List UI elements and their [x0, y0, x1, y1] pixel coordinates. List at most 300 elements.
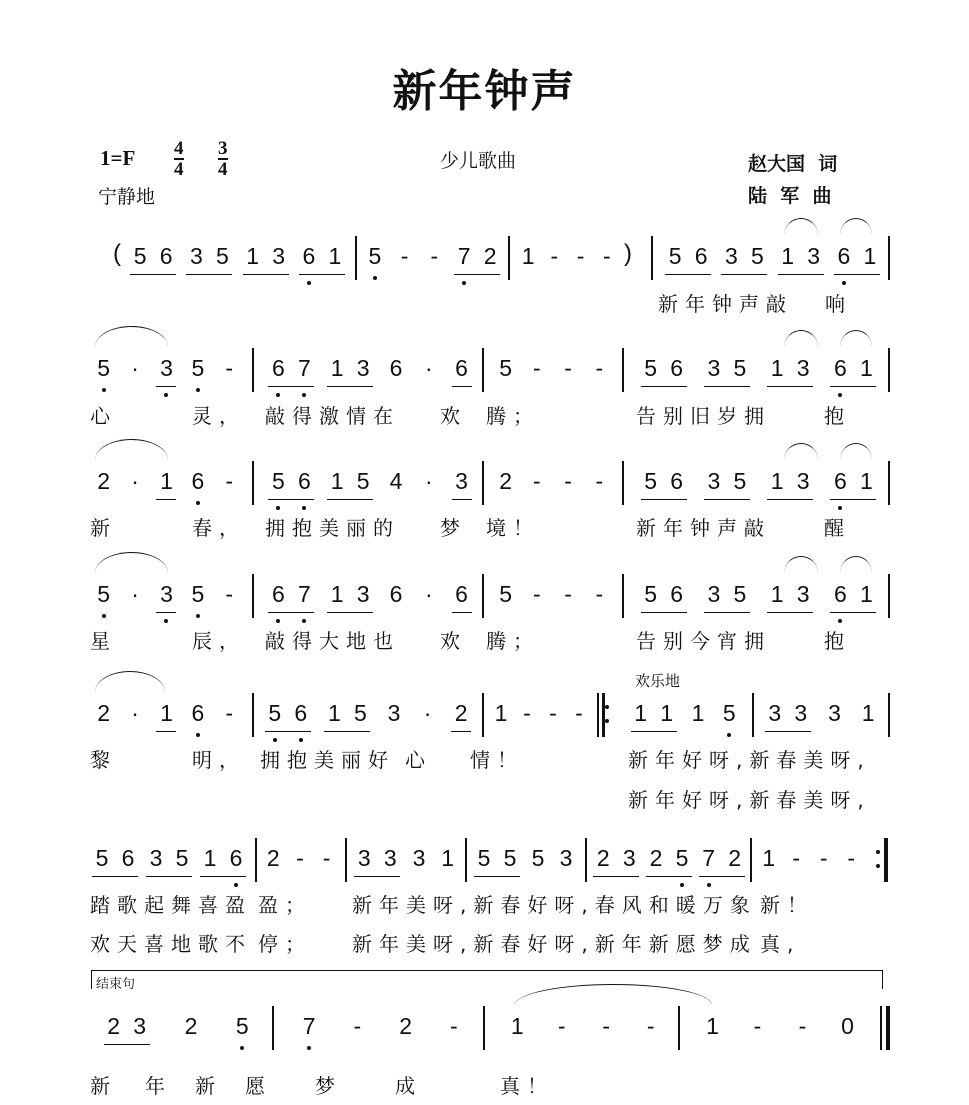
beamed-group [704, 354, 750, 387]
beamed-group [327, 580, 373, 613]
measure [125, 242, 350, 282]
measure [350, 844, 462, 884]
lyric: 新年美呀,新春好呀,新年新愿梦成 [352, 932, 757, 956]
augmentation-dot: · [131, 700, 139, 726]
note-5: 5 [188, 354, 208, 382]
note-5: 5 [719, 699, 739, 727]
tempo-mark-2: 欢乐地 [635, 672, 681, 690]
note-5: 5 [365, 242, 385, 270]
beamed-group [268, 580, 314, 613]
beamed-group [474, 844, 520, 877]
barline [482, 693, 484, 737]
measure [590, 844, 748, 884]
slur [95, 326, 168, 347]
note-1: 1 [330, 468, 344, 494]
lyric: 新年好呀,新春美呀, [628, 748, 871, 772]
measure [660, 242, 885, 282]
dash-extension: - [533, 468, 541, 494]
barline [752, 693, 754, 737]
note-3: 3 [807, 243, 821, 269]
note-1: 1 [160, 700, 173, 726]
lyric: 新年好呀,新春美呀, [628, 788, 871, 812]
note-4: 4 [389, 468, 403, 494]
time-signature-4-4 [174, 139, 184, 179]
note-5: 5 [733, 468, 747, 494]
note-1: 1 [328, 243, 342, 269]
barline [482, 461, 484, 505]
note-1: 1 [859, 355, 873, 381]
measure [258, 699, 478, 739]
slur [95, 439, 168, 460]
measure [625, 699, 745, 739]
song-title: 新年钟声 [392, 66, 577, 117]
beamed-group [765, 699, 811, 732]
beamed-group [156, 354, 176, 387]
beamed-group [767, 580, 813, 613]
note-5: 5 [668, 243, 682, 269]
note-1: 1 [660, 700, 674, 726]
augmentation-dot: · [423, 700, 432, 726]
barline [622, 574, 624, 618]
augmentation-dot: · [424, 581, 433, 607]
barline [888, 461, 890, 505]
slur [784, 218, 818, 235]
dash-extension: - [533, 355, 541, 381]
lyric: 欢 [440, 629, 467, 653]
repeat-dots [605, 699, 609, 727]
time-signature-3-4 [218, 139, 228, 179]
measure [490, 580, 615, 620]
note-3: 3 [149, 845, 163, 871]
note-5: 5 [133, 243, 147, 269]
note-1: 1 [762, 845, 776, 871]
dash-extension: - [753, 1013, 762, 1039]
note-2: 2 [728, 845, 742, 871]
measure [88, 354, 245, 394]
lyric: 新 [195, 1074, 222, 1098]
note-3: 3 [796, 355, 810, 381]
note-5: 5 [733, 355, 747, 381]
note-7: 7 [299, 1012, 319, 1040]
note-6: 6 [226, 844, 246, 874]
note-5: 5 [477, 845, 491, 871]
beamed-group [156, 467, 176, 500]
barline [483, 1006, 485, 1050]
slur [784, 330, 818, 347]
lyric: 新年钟声敲 [636, 516, 771, 540]
beamed-group [200, 844, 246, 877]
note-3: 3 [724, 243, 738, 269]
note-2: 2 [649, 845, 663, 871]
lyric: 心 [90, 404, 117, 428]
note-3: 3 [768, 700, 782, 726]
measure [88, 580, 245, 620]
note-6: 6 [830, 580, 850, 610]
note-1: 1 [861, 700, 875, 726]
note-6: 6 [299, 242, 319, 272]
lyric: 拥抱美丽好 [260, 748, 395, 772]
lyric: 梦 [440, 516, 467, 540]
note-7: 7 [294, 354, 314, 384]
note-6: 6 [294, 467, 314, 497]
lyric: 情！ [470, 748, 524, 772]
note-5: 5 [499, 581, 513, 607]
note-5: 5 [503, 845, 517, 871]
augmentation-dot: · [424, 468, 433, 494]
barline [622, 461, 624, 505]
note-6: 6 [830, 354, 850, 384]
note-2: 2 [399, 1013, 413, 1039]
note-7: 7 [454, 242, 474, 272]
dash-extension: - [564, 468, 572, 494]
beamed-group [186, 242, 232, 275]
dash-extension: - [533, 581, 541, 607]
note-3: 3 [156, 354, 176, 384]
beamed-group [834, 242, 880, 275]
measure [632, 580, 885, 620]
note-5: 5 [232, 1012, 252, 1040]
barline [272, 1006, 274, 1050]
lyric: 醒 [824, 516, 851, 540]
dash-extension: - [322, 845, 331, 871]
dash-extension: - [430, 243, 439, 269]
barline [252, 348, 254, 392]
measure [88, 1012, 268, 1052]
dash-extension: - [549, 700, 557, 726]
dash-extension: - [557, 1013, 566, 1039]
barline [585, 838, 587, 882]
note-5: 5 [265, 699, 285, 729]
final-barline [886, 1006, 890, 1050]
beamed-group [156, 580, 176, 613]
beamed-group [830, 354, 876, 387]
lyric: 年 [145, 1074, 172, 1098]
repeat-dots [876, 844, 880, 872]
lyric: 真！ [500, 1074, 554, 1098]
beamed-group [641, 467, 687, 500]
beamed-group [767, 354, 813, 387]
note-1: 1 [203, 845, 217, 871]
note-1: 1 [859, 581, 873, 607]
note-1: 1 [330, 581, 344, 607]
note-1: 1 [770, 468, 784, 494]
beamed-group [104, 1012, 150, 1045]
key-signature: 1=F [100, 146, 136, 170]
beamed-group [327, 467, 373, 500]
slur [840, 443, 872, 460]
lyric: 拥抱美丽的 [265, 516, 400, 540]
beamed-group [92, 844, 138, 877]
measure [495, 1012, 673, 1052]
note-1: 1 [330, 355, 344, 381]
note-3: 3 [622, 845, 636, 871]
note-7: 7 [699, 844, 719, 874]
note-1: 1 [634, 700, 648, 726]
dash-extension: - [575, 700, 583, 726]
lyric: 踏歌起舞喜盈 [90, 893, 252, 917]
note-6: 6 [455, 581, 468, 607]
barline [622, 348, 624, 392]
note-5: 5 [531, 845, 545, 871]
beamed-group [299, 242, 345, 275]
note-3: 3 [707, 581, 721, 607]
note-5: 5 [215, 243, 229, 269]
slur [840, 556, 872, 573]
barline [355, 236, 357, 280]
dash-extension: - [225, 355, 234, 381]
note-5: 5 [644, 581, 658, 607]
beamed-group [641, 580, 687, 613]
barline [252, 461, 254, 505]
repeat-parenthesis: ) [624, 240, 632, 267]
barline [252, 693, 254, 737]
note-5: 5 [356, 468, 370, 494]
beamed-group [130, 242, 176, 275]
note-6: 6 [455, 355, 468, 381]
note-6: 6 [694, 243, 708, 269]
measure [285, 1012, 478, 1052]
measure [632, 467, 885, 507]
measure [262, 580, 478, 620]
note-1: 1 [781, 243, 795, 269]
dash-extension: - [847, 845, 856, 871]
note-2: 2 [266, 845, 280, 871]
note-3: 3 [133, 1013, 147, 1039]
beamed-group [452, 467, 472, 500]
note-3: 3 [357, 845, 371, 871]
dash-extension: - [595, 468, 604, 494]
barline [651, 236, 653, 280]
note-1: 1 [770, 355, 784, 381]
measure [360, 242, 505, 282]
repeat-start-barline [597, 693, 599, 737]
note-2: 2 [97, 468, 111, 494]
dash-extension: - [602, 1013, 611, 1039]
beamed-group [665, 242, 711, 275]
beamed-group [704, 467, 750, 500]
lyric: 真, [760, 932, 801, 956]
beamed-group [593, 844, 639, 877]
note-3: 3 [707, 355, 721, 381]
note-6: 6 [670, 355, 684, 381]
dash-extension: - [595, 581, 604, 607]
lyric: 抱 [824, 629, 851, 653]
note-1: 1 [327, 700, 341, 726]
note-6: 6 [291, 699, 311, 729]
beamed-group [452, 354, 472, 387]
note-1: 1 [770, 581, 784, 607]
lyric: 春， [192, 516, 246, 540]
note-3: 3 [412, 845, 426, 871]
lyric: 停； [258, 932, 312, 956]
slur [784, 443, 818, 460]
lyric: 星 [90, 629, 117, 653]
measure [260, 844, 340, 884]
note-1: 1 [521, 243, 535, 269]
barline [482, 348, 484, 392]
note-1: 1 [863, 243, 877, 269]
lyric: 新年钟声敲 [658, 292, 793, 316]
dash-extension: - [225, 581, 234, 607]
note-5: 5 [644, 468, 658, 494]
note-3: 3 [794, 700, 808, 726]
note-3: 3 [383, 845, 397, 871]
note-6: 6 [670, 581, 684, 607]
measure [488, 699, 592, 739]
lyric: 新 [90, 1074, 117, 1098]
lyric: 新！ [760, 893, 814, 917]
lyric: 梦 [315, 1074, 342, 1098]
note-3: 3 [828, 700, 841, 726]
note-1: 1 [441, 845, 455, 871]
dash-extension: - [523, 700, 531, 726]
note-6: 6 [670, 468, 684, 494]
note-3: 3 [796, 468, 810, 494]
lyric: 新年美呀,新春好呀,春风和暖万象 [352, 893, 757, 917]
note-3: 3 [559, 845, 573, 871]
slur [840, 330, 872, 347]
barline [465, 838, 467, 882]
note-5: 5 [644, 355, 658, 381]
barline [750, 838, 752, 882]
dash-extension: - [400, 243, 409, 269]
time-den: 4 [218, 159, 228, 180]
lyric: 心 [405, 748, 432, 772]
ending-label: 结束句 [96, 977, 136, 992]
lyric: 响 [825, 292, 852, 316]
ending-bracket [91, 970, 883, 992]
dash-extension: - [225, 468, 234, 494]
measure [88, 844, 250, 884]
lyric: 愿 [245, 1074, 272, 1098]
barline [255, 838, 257, 882]
note-2: 2 [97, 700, 111, 726]
lyric: 辰， [192, 629, 246, 653]
note-6: 6 [159, 243, 173, 269]
beamed-group [156, 699, 176, 732]
note-6: 6 [268, 354, 288, 384]
note-0: 0 [841, 1013, 854, 1039]
lyric: 告别旧岁拥 [636, 404, 771, 428]
note-6: 6 [188, 699, 208, 727]
measure [262, 354, 478, 394]
lyricist-credit: 赵大国 词 [748, 153, 838, 175]
beamed-group [830, 467, 876, 500]
measure [262, 467, 478, 507]
lyric: 腾； [486, 629, 540, 653]
note-6: 6 [268, 580, 288, 610]
beamed-group [721, 242, 767, 275]
beamed-group [767, 467, 813, 500]
note-6: 6 [389, 355, 403, 381]
measure [758, 699, 885, 739]
beamed-group [243, 242, 289, 275]
note-1: 1 [691, 700, 705, 726]
dash-extension: - [225, 700, 234, 726]
note-3: 3 [387, 700, 401, 726]
dash-extension: - [564, 355, 572, 381]
note-3: 3 [707, 468, 721, 494]
note-3: 3 [356, 581, 370, 607]
slur [784, 556, 818, 573]
note-6: 6 [834, 242, 854, 272]
note-5: 5 [175, 845, 189, 871]
note-1: 1 [510, 1013, 524, 1039]
note-3: 3 [189, 243, 203, 269]
dash-extension: - [576, 243, 585, 269]
lyric: 告别今宵拥 [636, 629, 771, 653]
measure [515, 242, 620, 282]
beamed-group [265, 699, 311, 732]
augmentation-dot: · [131, 581, 139, 607]
measure [632, 354, 885, 394]
note-6: 6 [188, 467, 208, 495]
barline [252, 574, 254, 618]
measure [88, 699, 245, 739]
note-1: 1 [494, 700, 508, 726]
repeat-parenthesis: ( [113, 240, 121, 267]
lyric: 欢天喜地歌不 [90, 932, 252, 956]
lyric: 成 [395, 1074, 422, 1098]
beamed-group [451, 699, 471, 732]
tempo-mark: 宁静地 [98, 186, 156, 208]
measure [755, 844, 865, 884]
beamed-group [268, 467, 314, 500]
note-3: 3 [272, 243, 286, 269]
augmentation-dot: · [131, 355, 139, 381]
beamed-group [646, 844, 692, 877]
note-5: 5 [188, 580, 208, 608]
slur [95, 671, 165, 692]
beamed-group [268, 354, 314, 387]
time-den: 4 [174, 159, 184, 180]
note-3: 3 [356, 355, 370, 381]
note-6: 6 [389, 581, 403, 607]
note-7: 7 [294, 580, 314, 610]
beamed-group [699, 844, 745, 877]
lyric: 腾； [486, 404, 540, 428]
final-barline [880, 1006, 882, 1050]
barline [508, 236, 510, 280]
note-2: 2 [454, 700, 468, 726]
note-3: 3 [455, 468, 468, 494]
lyric: 抱 [824, 404, 851, 428]
note-1: 1 [706, 1013, 719, 1039]
note-5: 5 [268, 467, 288, 497]
time-num: 3 [218, 138, 228, 159]
barline [888, 574, 890, 618]
note-5: 5 [750, 243, 764, 269]
beamed-group [778, 242, 824, 275]
barline [888, 236, 890, 280]
augmentation-dot: · [424, 355, 433, 381]
note-5: 5 [733, 581, 747, 607]
note-3: 3 [796, 581, 810, 607]
barline [345, 838, 347, 882]
note-5: 5 [94, 354, 114, 382]
dash-extension: - [792, 845, 801, 871]
lyric: 欢 [440, 404, 467, 428]
dash-extension: - [798, 1013, 807, 1039]
augmentation-dot: · [131, 468, 139, 494]
measure [690, 1012, 870, 1052]
lyric: 敲得大地也 [265, 629, 400, 653]
beamed-group [631, 699, 677, 732]
note-5: 5 [672, 844, 692, 874]
note-5: 5 [94, 580, 114, 608]
slur [840, 218, 872, 235]
measure [490, 467, 615, 507]
